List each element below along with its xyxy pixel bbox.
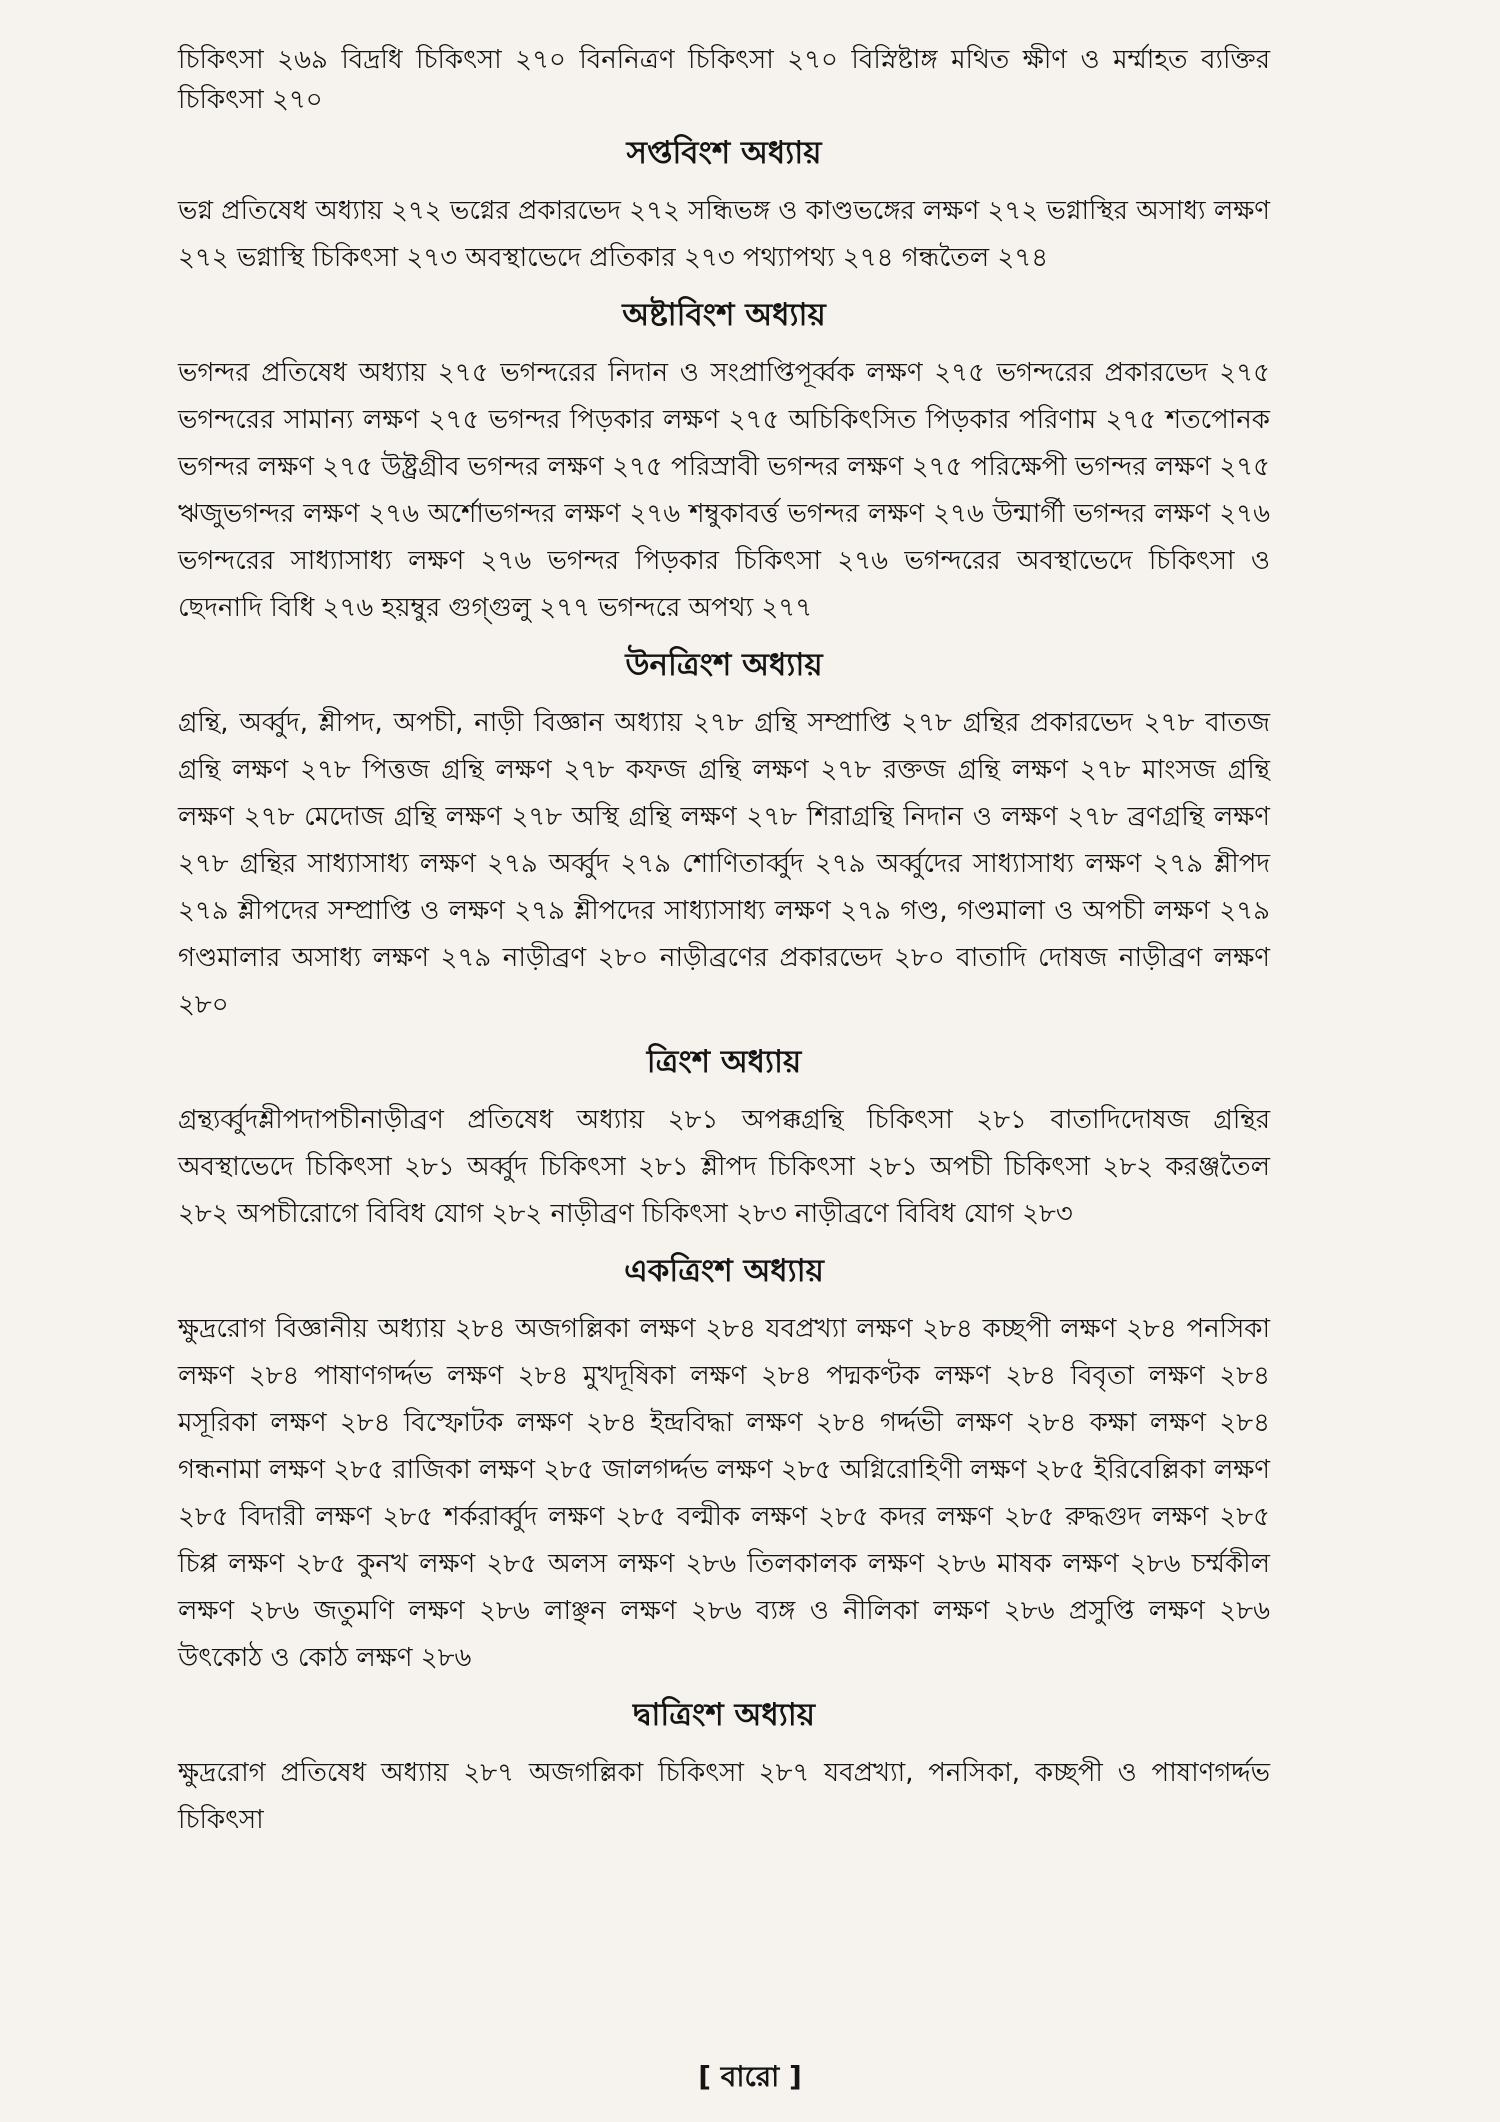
chapter-title: সপ্তবিংশ অধ্যায়: [626, 135, 822, 171]
chapter-31: [178, 1248, 1270, 1682]
chapter-title: একত্রিংশ অধ্যায়: [624, 1253, 824, 1289]
page-number: [ বারো ]: [698, 2060, 802, 2093]
chapter-contents: ভগন্দর প্রতিষেধ অধ্যায় ২৭৫ ভগন্দরের নিদান ও সংপ্রাপ্তিপূর্ব্বক লক্ষণ ২৭৫ ভগন্দরের প্রকারভেদ ২৭৫ ভগন্দরের সামান্য লক্ষণ ২৭৫ ভগন্দর পিড়কার লক্ষণ ২৭৫ অচিকিৎসিত পিড়কার পরিণাম ২৭৫ শতপোনক ভগন্দর লক্ষণ ২৭৫ উষ্ট্রগ্রীব ভগন্দর লক্ষণ ২৭৫ পরিস্রাবী ভগন্দর লক্ষণ ২৭৫ পরিক্ষেপী ভগন্দর লক্ষণ ২৭৫ ঋজুভগন্দর লক্ষণ ২৭৬ অর্শোভগন্দর লক্ষণ ২৭৬ শম্বুকাবর্ত্ত ভগন্দর লক্ষণ ২৭৬ উন্মার্গী ভগন্দর লক্ষণ ২৭৬ ভগন্দরের সাধ্যাসাধ্য লক্ষণ ২৭৬ ভগন্দর পিড়কার চিকিৎসা ২৭৬ ভগন্দরের অবস্থাভেদে চিকিৎসা ও ছেদনাদি বিধি ২৭৬ হয়ম্বুর গুগ্গুলু ২৭৭ ভগন্দরে অপথ্য ২৭৭: [178, 358, 1270, 623]
chapter-29: [178, 642, 1270, 1029]
chapter-contents: গ্রন্থি, অর্ব্বুদ, শ্লীপদ, অপচী, নাড়ী বিজ্ঞান অধ্যায় ২৭৮ গ্রন্থি সম্প্রাপ্তি ২৭৮ গ্রন্থির প্রকারভেদ ২৭৮ বাতজ গ্রন্থি লক্ষণ ২৭৮ পিত্তজ গ্রন্থি লক্ষণ ২৭৮ কফজ গ্রন্থি লক্ষণ ২৭৮ রক্তজ গ্রন্থি লক্ষণ ২৭৮ মাংসজ গ্রন্থি লক্ষণ ২৭৮ মেদোজ গ্রন্থি লক্ষণ ২৭৮ অস্থি গ্রন্থি লক্ষণ ২৭৮ শিরাগ্রন্থি নিদান ও লক্ষণ ২৭৮ ব্রণগ্রন্থি লক্ষণ ২৭৮ গ্রন্থির সাধ্যাসাধ্য লক্ষণ ২৭৯ অর্ব্বুদ ২৭৯ শোণিতার্ব্বুদ ২৭৯ অর্ব্বুদের সাধ্যাসাধ্য লক্ষণ ২৭৯ শ্লীপদ ২৭৯ শ্লীপদের সম্প্রাপ্তি ও লক্ষণ ২৭৯ শ্লীপদের সাধ্যাসাধ্য লক্ষণ ২৭৯ গণ্ড, গণ্ডমালা ও অপচী লক্ষণ ২৭৯ গণ্ডমালার অসাধ্য লক্ষণ ২৭৯ নাড়ীব্রণ ২৮০ নাড়ীব্রণের প্রকারভেদ ২৮০ বাতাদি দোষজ নাড়ীব্রণ লক্ষণ ২৮০: [178, 708, 1270, 1020]
chapter-30: [178, 1039, 1270, 1238]
chapter-contents: গ্রন্থ্যর্ব্বুদশ্লীপদাপচীনাড়ীব্রণ প্রতিষেধ অধ্যায় ২৮১ অপক্কগ্রন্থি চিকিৎসা ২৮১ বাতাদিদোষজ গ্রন্থির অবস্থাভেদে চিকিৎসা ২৮১ অর্ব্বুদ চিকিৎসা ২৮১ শ্লীপদ চিকিৎসা ২৮১ অপচী চিকিৎসা ২৮২ করঞ্জতৈল ২৮২ অপচীরোগে বিবিধ যোগ ২৮২ নাড়ীব্রণ চিকিৎসা ২৮৩ নাড়ীব্রণে বিবিধ যোগ ২৮৩: [178, 1105, 1270, 1229]
chapter-contents: ক্ষুদ্ররোগ বিজ্ঞানীয় অধ্যায় ২৮৪ অজগল্লিকা লক্ষণ ২৮৪ যবপ্রখ্যা লক্ষণ ২৮৪ কচ্ছপী লক্ষণ ২৮৪ পনসিকা লক্ষণ ২৮৪ পাষাণগর্দ্দভ লক্ষণ ২৮৪ মুখদূষিকা লক্ষণ ২৮৪ পদ্মকণ্টক লক্ষণ ২৮৪ বিবৃতা লক্ষণ ২৮৪ মসূরিকা লক্ষণ ২৮৪ বিস্ফোটক লক্ষণ ২৮৪ ইন্দ্রবিদ্ধা লক্ষণ ২৮৪ গর্দ্দভী লক্ষণ ২৮৪ কক্ষা লক্ষণ ২৮৪ গন্ধনামা লক্ষণ ২৮৫ রাজিকা লক্ষণ ২৮৫ জালগর্দ্দভ লক্ষণ ২৮৫ অগ্নিরোহিণী লক্ষণ ২৮৫ ইরিবেল্লিকা লক্ষণ ২৮৫ বিদারী লক্ষণ ২৮৫ শর্করার্ব্বুদ লক্ষণ ২৮৫ বল্মীক লক্ষণ ২৮৫ কদর লক্ষণ ২৮৫ রুদ্ধগুদ লক্ষণ ২৮৫ চিপ্প লক্ষণ ২৮৫ কুনখ লক্ষণ ২৮৫ অলস লক্ষণ ২৮৬ তিলকালক লক্ষণ ২৮৬ মাষক লক্ষণ ২৮৬ চর্ম্মকীল লক্ষণ ২৮৬ জতুমণি লক্ষণ ২৮৬ লাঞ্ছন লক্ষণ ২৮৬ ব্যঙ্গ ও নীলিকা লক্ষণ ২৮৬ প্রসুপ্তি লক্ষণ ২৮৬ উৎকোঠ ও কোঠ লক্ষণ ২৮৬: [178, 1314, 1270, 1673]
chapter-32: [178, 1692, 1270, 1844]
chapter-title: দ্বাত্রিংশ অধ্যায়: [633, 1697, 815, 1733]
chapter-title: উনত্রিংশ অধ্যায়: [625, 647, 823, 683]
chapter-contents: ক্ষুদ্ররোগ প্রতিষেধ অধ্যায় ২৮৭ অজগল্লিকা চিকিৎসা ২৮৭ যবপ্রখ্যা, পনসিকা, কচ্ছপী ও পাষাণগর্দ্দভ চিকিৎসা: [178, 1758, 1270, 1835]
chapter-contents: ভগ্ন প্রতিষেধ অধ্যায় ২৭২ ভগ্নের প্রকারভেদ ২৭২ সন্ধিভঙ্গ ও কাণ্ডভঙ্গের লক্ষণ ২৭২ ভগ্নাস্থির অসাধ্য লক্ষণ ২৭২ ভগ্নাস্থি চিকিৎসা ২৭৩ অবস্থাভেদে প্রতিকার ২৭৩ পথ্যাপথ্য ২৭৪ গন্ধতৈল ২৭৪: [178, 196, 1270, 273]
chapter-title: অষ্টাবিংশ অধ্যায়: [622, 297, 826, 333]
chapter-title: ত্রিংশ অধ্যায়: [646, 1044, 802, 1080]
chapter-28: [178, 292, 1270, 632]
lead-paragraph: চিকিৎসা ২৬৯ বিদ্রধি চিকিৎসা ২৭০ বিননিত্রণ চিকিৎসা ২৭০ বিস্নিষ্টাঙ্গ মথিত ক্ষীণ ও মর্ম্মাহত ব্যক্তির চিকিৎসা ২৭০: [178, 45, 1270, 115]
chapter-27: [178, 130, 1270, 282]
